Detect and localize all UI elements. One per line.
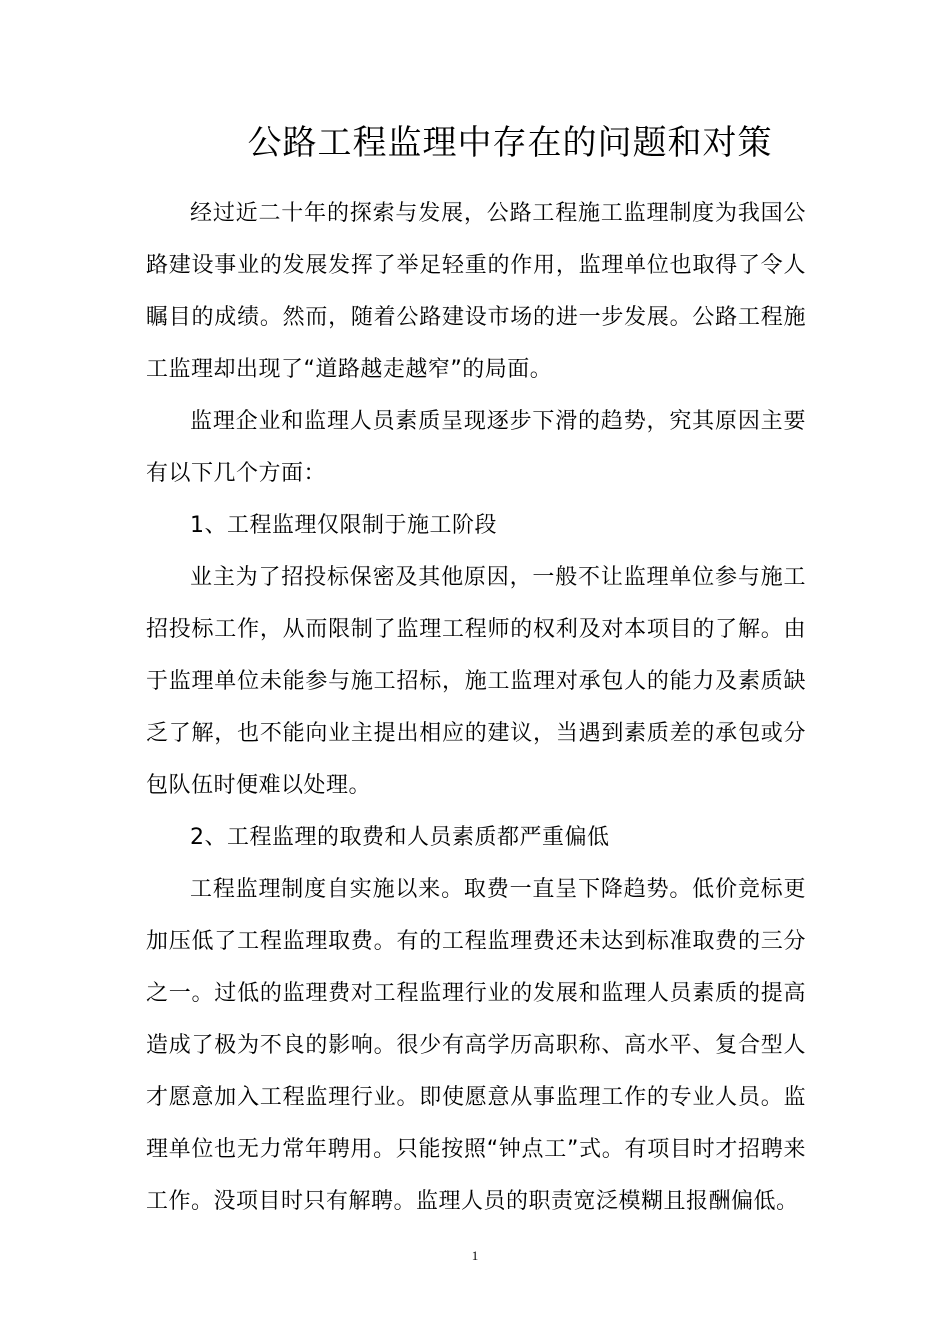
paragraph-intro: 经过近二十年的探索与发展，公路工程施工监理制度为我国公路建设事业的发展发挥了举足轻重的作用，监理单位也取得了令人瞩目的成绩。然而，随着公路建设市场的进一步发展。公路工程施工监理却出现了“道路越走越窄”的局面。 xyxy=(146,201,806,382)
paragraph-section-1: 业主为了招投标保密及其他原因，一般不让监理单位参与施工招投标工作，从而限制了监理工程师的权利及对本项目的了解。由于监理单位未能参与施工招标，施工监理对承包人的能力及素质缺乏了解，也不能向业主提出相应的建议，当遇到素质差的承包或分包队伍时便难以处理。 xyxy=(146,565,806,798)
document-body xyxy=(146,188,806,1228)
paragraph-section-2: 工程监理制度自实施以来。取费一直呈下降趋势。低价竞标更加压低了工程监理取费。有的工程监理费还未达到标准取费的三分之一。过低的监理费对工程监理行业的发展和监理人员素质的提高造成了极为不良的影响。很少有高学历高职称、高水平、复合型人才愿意加入工程监理行业。即使愿意从事监理工作的专业人员。监理单位也无力常年聘用。只能按照“钟点工”式。有项目时才招聘来工作。没项目时只有解聘。监理人员的职责宽泛模糊且报酬偏低。 xyxy=(146,877,806,1214)
section-heading-2: 2、工程监理的取费和人员素质都严重偏低 xyxy=(190,825,610,850)
paragraph-causes: 监理企业和监理人员素质呈现逐步下滑的趋势，究其原因主要有以下几个方面： xyxy=(146,409,806,486)
page-number: 1 xyxy=(471,1248,479,1263)
section-heading-1: 1、工程监理仅限制于施工阶段 xyxy=(190,513,497,538)
document-title: 公路工程监理中存在的问题和对策 xyxy=(247,123,773,163)
